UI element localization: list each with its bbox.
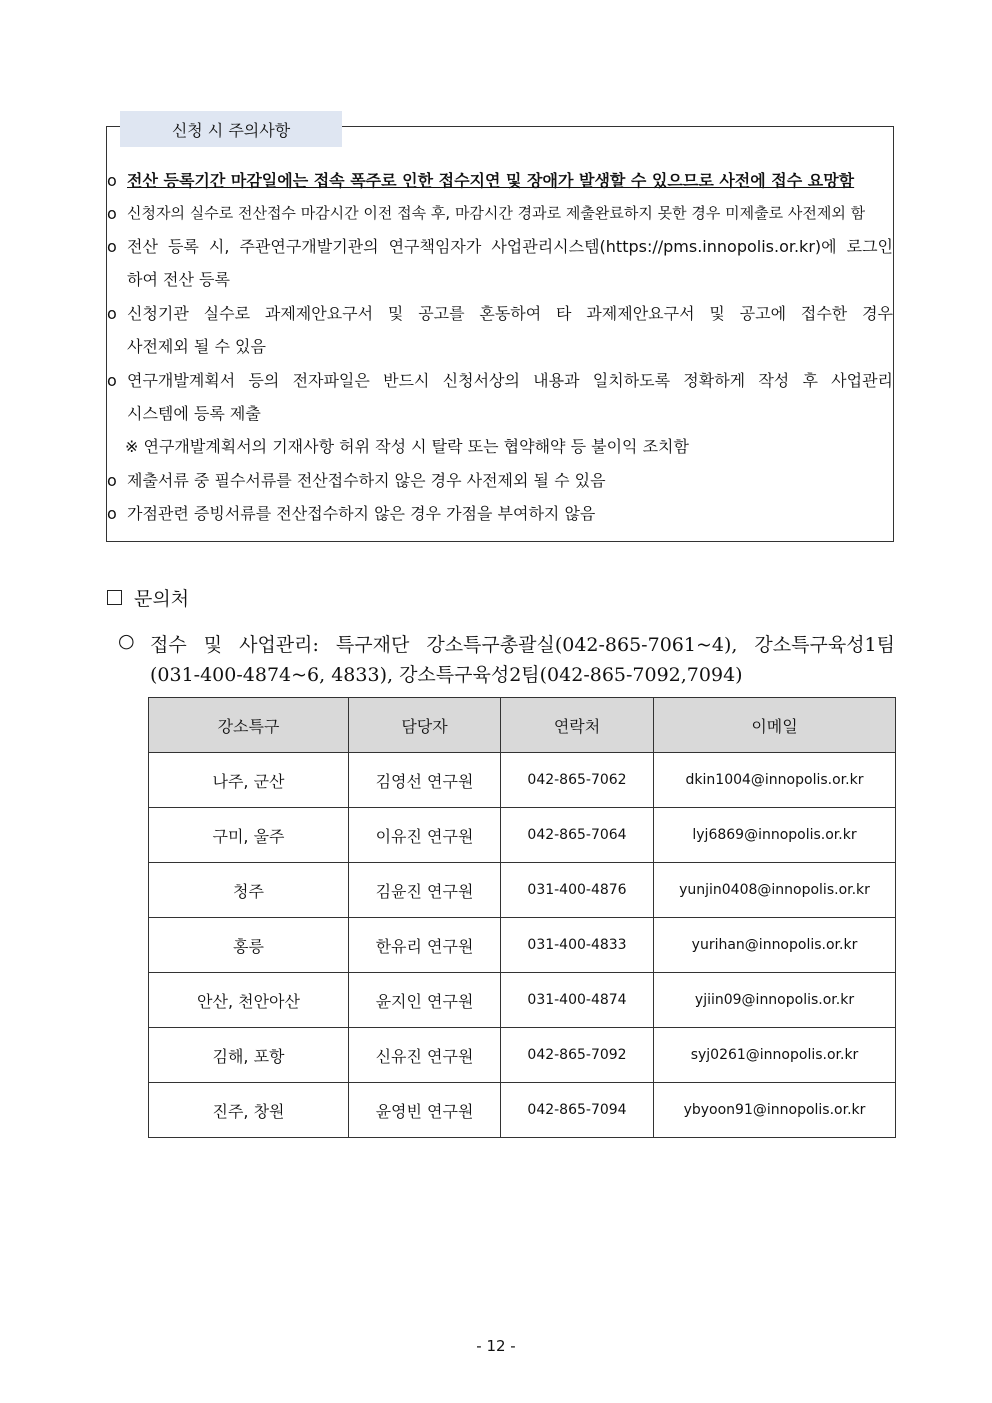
notice-item-text: 제출서류 중 필수서류를 전산접수하지 않은 경우 사전제외 될 수 있음 [127,471,606,490]
notice-item-text: 사전제외 될 수 있음 [127,337,266,356]
cell-email[interactable]: yjiin09@innopolis.or.kr [654,973,896,1028]
cell-phone: 042-865-7064 [501,808,654,863]
notice-item [107,297,893,330]
notice-item-text: 신청자의 실수로 전산접수 마감시간 이전 접속 후, 마감시간 경과로 제출완료하지 못한 경우 미제출로 사전제외 함 [127,204,866,222]
inquiry-line-1: 접수 및 사업관리: 특구재단 강소특구총괄실(042-865-7061~4), 강소특구육성1팀 [150,634,895,656]
table-row [149,753,896,808]
notice-item [107,164,893,197]
table-row [149,863,896,918]
cell-zone: 진주, 창원 [149,1083,349,1138]
notice-note-text: ※ 연구개발계획서의 기재사항 허위 작성 시 탈락 또는 협약해약 등 불이익 조치함 [125,437,689,456]
cell-phone: 031-400-4833 [501,918,654,973]
notice-item-text: 가점관련 증빙서류를 전산접수하지 않은 경우 가점을 부여하지 않음 [127,504,596,523]
cell-zone: 김해, 포항 [149,1028,349,1083]
notice-item-text: 신청기관 실수로 과제제안요구서 및 공고를 혼동하여 타 과제제안요구서 및 공고에 접수한 경우 [127,304,893,323]
cell-manager: 윤지인 연구원 [349,973,501,1028]
bullet-mark: o [107,371,117,390]
bullet-mark: o [107,204,117,223]
notice-item [107,497,893,530]
contact-table [148,697,896,1138]
notice-item-continuation [107,263,893,296]
header-email: 이메일 [654,698,896,753]
bullet-mark: o [107,471,117,490]
cell-email[interactable]: lyj6869@innopolis.or.kr [654,808,896,863]
table-row [149,918,896,973]
bullet-mark: o [107,304,117,323]
cell-manager: 윤영빈 연구원 [349,1083,501,1138]
cell-email[interactable]: ybyoon91@innopolis.or.kr [654,1083,896,1138]
cell-zone: 청주 [149,863,349,918]
bullet-mark: o [107,171,117,190]
notice-item-text: 연구개발계획서 등의 전자파일은 반드시 신청서상의 내용과 일치하도록 정확하게 작성 후 사업관리 [127,371,893,390]
cell-phone: 042-865-7062 [501,753,654,808]
notice-title: 신청 시 주의사항 [120,111,342,147]
inquiry-heading [107,584,189,611]
notice-item [107,364,893,397]
bullet-mark: o [107,504,117,523]
cell-manager: 이유진 연구원 [349,808,501,863]
notice-item [107,230,893,263]
cell-zone: 홍릉 [149,918,349,973]
cell-phone: 042-865-7092 [501,1028,654,1083]
notice-item-continuation [107,397,893,430]
bullet-mark: o [107,237,117,256]
inquiry-line-2: (031-400-4874~6, 4833), 강소특구육성2팀(042-865-7092,7094) [150,664,743,686]
cell-phone: 031-400-4874 [501,973,654,1028]
notice-item-text: 하여 전산 등록 [127,270,230,289]
table-row [149,808,896,863]
cell-email[interactable]: yunjin0408@innopolis.or.kr [654,863,896,918]
cell-manager: 신유진 연구원 [349,1028,501,1083]
circle-bullet-icon: ○ [118,630,135,652]
header-manager: 담당자 [349,698,501,753]
notice-item-text: 전산 등록기간 마감일에는 접속 폭주로 인한 접수지연 및 장애가 발생할 수 있으므로 사전에 접수 요망함 [127,171,855,190]
cell-zone: 구미, 울주 [149,808,349,863]
cell-email[interactable]: yurihan@innopolis.or.kr [654,918,896,973]
cell-manager: 김윤진 연구원 [349,863,501,918]
notice-item [107,464,893,497]
inquiry-heading-text: 문의처 [134,588,190,610]
notice-item-continuation [107,330,893,363]
header-zone: 강소특구 [149,698,349,753]
cell-manager: 한유리 연구원 [349,918,501,973]
notice-item [107,197,893,230]
table-row [149,1083,896,1138]
notice-item-text: 전산 등록 시, 주관연구개발기관의 연구책임자가 사업관리시스템(https://pms.innopolis.or.kr)에 로그인 [127,237,893,256]
cell-manager: 김영선 연구원 [349,753,501,808]
notice-note [107,430,893,463]
page-number: - 12 - [476,1337,516,1355]
table-header-row [149,698,896,753]
cell-phone: 042-865-7094 [501,1083,654,1138]
cell-zone: 나주, 군산 [149,753,349,808]
cell-email[interactable]: syj0261@innopolis.or.kr [654,1028,896,1083]
notice-item-text: 시스템에 등록 제출 [127,404,261,423]
cell-phone: 031-400-4876 [501,863,654,918]
table-row [149,973,896,1028]
checkbox-icon [107,590,122,605]
cell-email[interactable]: dkin1004@innopolis.or.kr [654,753,896,808]
header-phone: 연락처 [501,698,654,753]
table-row [149,1028,896,1083]
cell-zone: 안산, 천안아산 [149,973,349,1028]
